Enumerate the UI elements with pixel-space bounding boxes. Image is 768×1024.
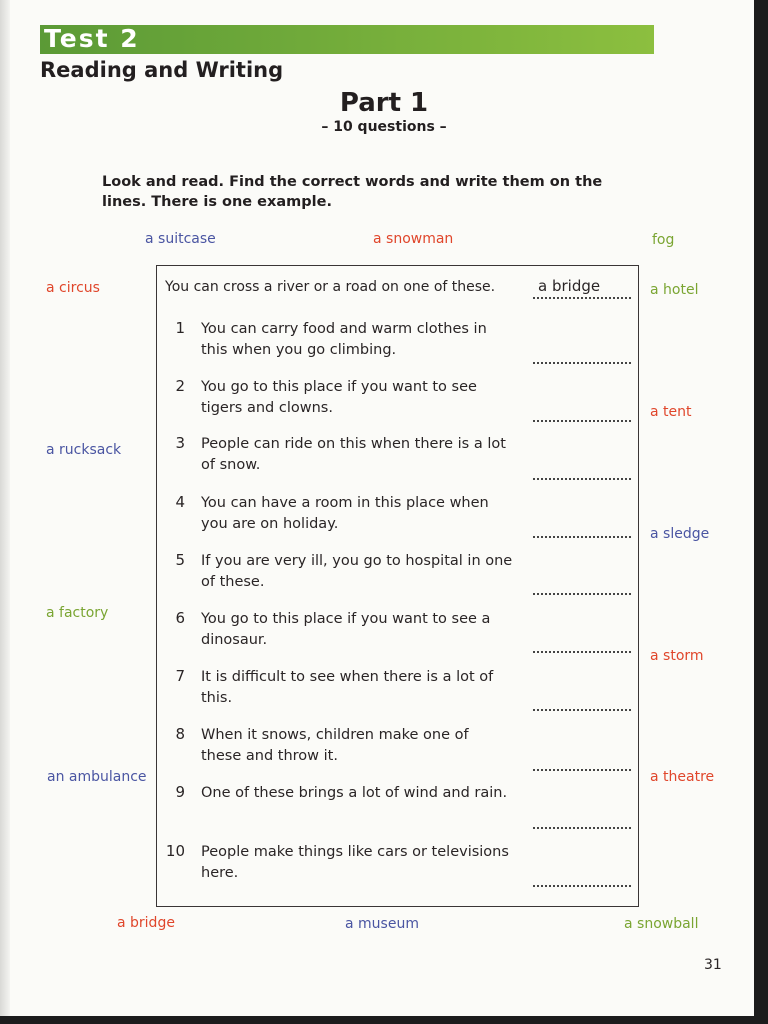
- question-number: 5: [175, 551, 185, 569]
- answer-line-7[interactable]: [533, 705, 631, 711]
- word-storm: a storm: [650, 648, 704, 664]
- word-suitcase: a suitcase: [145, 231, 216, 247]
- answer-line-3[interactable]: [533, 474, 631, 480]
- question-number: 2: [175, 377, 185, 395]
- word-tent: a tent: [650, 404, 692, 420]
- word-hotel: a hotel: [650, 282, 699, 298]
- question-text: If you are very ill, you go to hospital in one of these.: [201, 553, 513, 590]
- question-text: You go to this place if you want to see tigers and clowns.: [201, 379, 477, 416]
- part-title: Part 1: [339, 88, 429, 118]
- question-text: When it snows, children make one of these and throw it.: [201, 727, 469, 764]
- word-circus: a circus: [46, 280, 100, 296]
- test-label: Test 2: [44, 24, 140, 53]
- question-number: 9: [175, 783, 185, 801]
- scan-border-bottom: [0, 1016, 768, 1024]
- answer-line-8[interactable]: [533, 765, 631, 771]
- word-snowball: a snowball: [624, 916, 699, 932]
- question-number: 3: [175, 434, 185, 452]
- instructions: Look and read. Find the correct words and write them on the lines. There is one example.: [102, 174, 603, 210]
- word-ambulance: an ambulance: [47, 769, 147, 785]
- question-number: 4: [175, 493, 185, 511]
- answer-line-4[interactable]: [533, 532, 631, 538]
- question-number: 6: [175, 609, 185, 627]
- answer-line-10[interactable]: [533, 881, 631, 887]
- part-subtitle: – 10 questions –: [321, 119, 447, 135]
- answer-line-9[interactable]: [533, 823, 631, 829]
- word-fog: fog: [652, 232, 675, 248]
- word-factory: a factory: [46, 605, 109, 621]
- question-number: 1: [175, 319, 185, 337]
- word-museum: a museum: [345, 916, 419, 932]
- question-text: You go to this place if you want to see a dinosaur.: [201, 611, 491, 648]
- answer-line-6[interactable]: [533, 647, 631, 653]
- question-number: 8: [175, 725, 185, 743]
- answer-line-1[interactable]: [533, 358, 631, 364]
- question-number: 10: [165, 842, 185, 860]
- word-sledge: a sledge: [650, 526, 710, 542]
- scan-border-right: [754, 0, 768, 1024]
- question-text: You can carry food and warm clothes in this when you go climbing.: [201, 321, 487, 358]
- question-text: People make things like cars or televisions here.: [201, 844, 509, 881]
- word-theatre: a theatre: [650, 769, 715, 785]
- question-text: You can have a room in this place when you are on holiday.: [201, 495, 489, 532]
- word-snowman: a snowman: [373, 231, 454, 247]
- page-spine-shadow: [0, 0, 10, 1024]
- word-rucksack: a rucksack: [46, 442, 122, 458]
- example-answer: a bridge: [538, 277, 601, 295]
- section-title: Reading and Writing: [40, 58, 284, 82]
- page-number: 31: [704, 957, 722, 973]
- question-number: 7: [175, 667, 185, 685]
- answer-line-2[interactable]: [533, 416, 631, 422]
- example-text: You can cross a river or a road on one of these.: [165, 279, 496, 295]
- question-text: People can ride on this when there is a lot of snow.: [201, 436, 506, 473]
- example-answer-line: [533, 293, 631, 299]
- question-text: One of these brings a lot of wind and rain.: [201, 785, 508, 801]
- question-text: It is difficult to see when there is a lot of this.: [201, 669, 494, 706]
- word-bridge: a bridge: [117, 915, 175, 931]
- answer-line-5[interactable]: [533, 589, 631, 595]
